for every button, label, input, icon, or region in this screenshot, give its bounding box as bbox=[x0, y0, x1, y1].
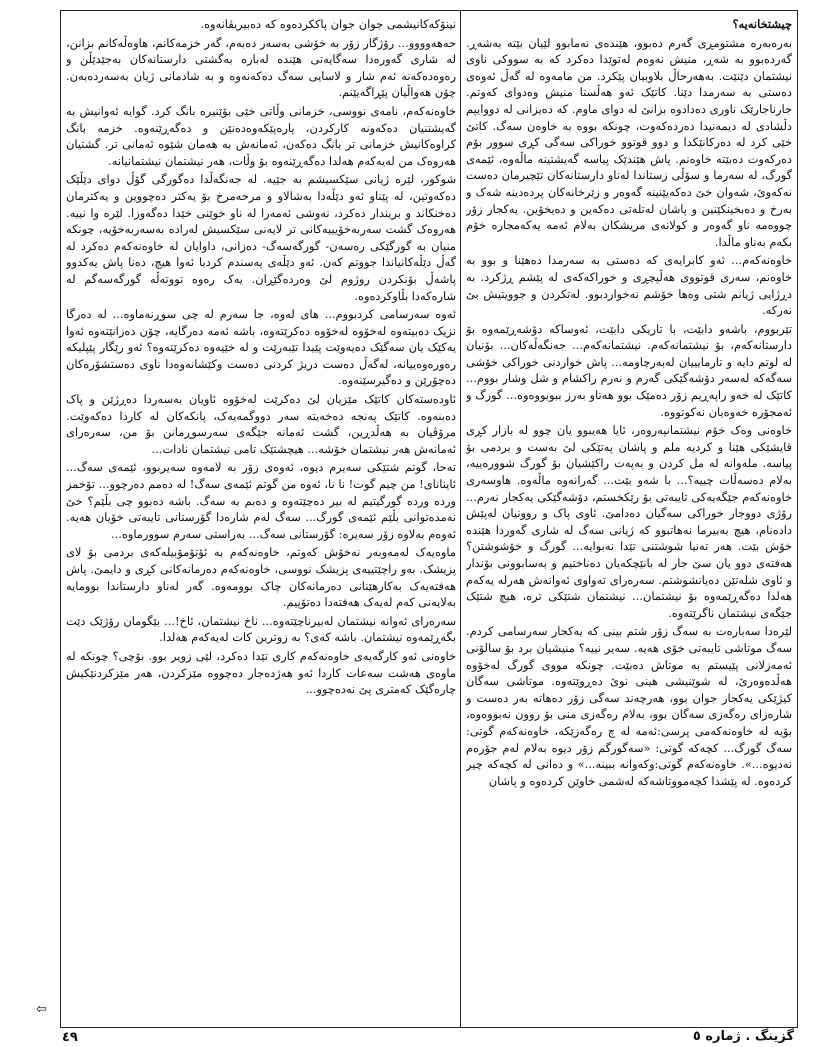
paragraph: لێرەدا سەبارەت بە سەگ زۆر شتم بینی کە یەکجار سەرسامی کردم. سەگ موتاشی تایبەتی خۆی هەیە. سەیر نییە؟ منیشیان برد بۆ سالۆنی ئەمەزلانی پێیستم بە موتاش دەبێت. چونکە مووی گورگ لەخۆوە هەڵدەوەرێ، لە شوێنیشی هینی نوێ دەڕوێتەوە. موتاشی سەگان کیژێکی یەکجار جوان بوو، هەرچەند سەگی زۆر دەهاتە بەر دەست و شارەزای رەگەزی سەگان بوو، بەلام رەگەزی منی بۆ روون نەبووەوە، بۆیە لە خاوەنەکەمی پرسی:ئەمە لە چ رەگەزێکە، خاوەنەکەم گوتی: سەگ گورگ... کچەکە گوتی: «سەگورگم زۆر دیوە بەلام لەم جۆرەم نەدیوە...». خاوەنەکەم گوتی:وکەوانە ببینە...» و دەانی لە کچەکە چیر کردەوە. لە پێشدا کچەمووتاشەکە لەشمی خاوێن کردەوە و پاشان bbox=[466, 624, 792, 788]
continue-arrow-icon: ⇦ bbox=[36, 1002, 47, 1017]
left-column bbox=[66, 16, 456, 1022]
paragraph: ئاودەستەکان کاتێک مێزیان لێ دەکرێت لەخۆوە ئاویان بەسەردا دەڕژێن و پاک دەبنەوە. کاتێک پەنجە دەخەیتە سەر دووگمەیەک، پانکەکان لە کاردا دەکەوێت. مرۆڤیان بە هەڵدڕین، گشت ئەمانە جێگەی سەرسوڕمانن بۆ من، سەرەرای ئەمانەش هەر نیشتمان خۆشە... هیچشتێک تامی نیشتمان نادات... bbox=[66, 392, 456, 456]
right-column bbox=[466, 16, 792, 1022]
paragraph: خاوەنی ئەو کارگەیەی خاوەنەکەم کاری تێدا دەکرد، لێی زویر بوو. بۆچی؟ چونکە لە ماوەی هەشت سەعات کاردا ئەو هەژدەجار دەچووە مێزکردن، هەر مێزکردنێکیش چارەگێک کەمتری پێ نەدەچوو... bbox=[66, 648, 456, 697]
paragraph: چیشتخانەیە؟ bbox=[732, 17, 792, 31]
paragraph: ئەوە سەرسامی کردبووم... های لەوە، جا سەرم لە چی سوڕنەماوە... لە دەرگا نزیک دەبیتەوە لەخۆوە لەخۆوە دەکرێتەوە، باشە ئەمە دەرگایە، چۆن دەزانێتەوە ئەوا یەکێک یان سەگێک دەیەوێت پێیدا تێبەرێت و لە خێیەوە دەکرێتەوە؟ ئەو رێگار پێپلیکە رەورەوەییانە، لەگەڵ دەست دریژ کردنی دەست وکێشانەوەدا ناوی دەستشۆرەکان دەچۆرێن و دەگیرسێنەوە. bbox=[66, 307, 456, 388]
paragraph: خاوەنەکەم، نامەی نووسی، خزمانی وڵاتی خێی بۆێنیرە بانگ کرد. گوایە ئەوانیش بە گەیشتنیان دەکەونە کارکردن، پارەپێکەوەدەنێن و دەگەڕێنەوە. خزمە بانگ کراوەکانیش خزمانی تر بانگ دەکەن، ئەمانەش بە هەمان شێوە ئەمانی تر. گشتیان هەروەک من لەیەکەم هەلدا دەگەڕێنەوە بۆ وڵات، هەر نیشتمان نیشتمانیانە. bbox=[66, 103, 456, 168]
paragraph: خاوەنی وەک خۆم نیشتمانپەروەر، ئایا هەیبوو یان چوو لە بازار کڕی قایشێکی هێنا و کردیە ملم و پاشان پەتێکی لێ بەست و بردمی بۆ پیاسە. ملەوانە لە مل کردن و بەپەت راکێشیان بۆ گورگ شوورەییە، بەلام دەسەڵات چییە؟... با شەو بێت... گەرانەوە ماڵەوە. هاوسەری خاوەنەکەم جێگەیەکی تایبەتی بۆ رێکخستم، دۆشەگێکی یەکجار نەرم... رۆژی دووجار خوراکی سەگیان دەدامێ. ئاوی پاک و روونیان لەپێش دادەنام، هیچ بەبیرما نەهاتبوو کە ژیانی سەگ لە شاری گەوردا هێندە خۆش بێت. هەر تەنیا شوشتنی تێدا نەبوایە... گورگ و خۆشوشتن؟ هەفتەی دوو یان سێ جار لە بانێچکەیان دەناختیم و بەسابوونی بۆندار و ئاوی شلەتێن دەیانشوشتم. سەرەرای تەواوی ئەوانەش هەرلە یەکەم هەلدا دەگەڕێمەوە بۆ نیشتمان... نیشتمان شتێکی ترە، هیچ شتێک جێگەی نیشتمان ناگرێتەوە. bbox=[466, 423, 792, 620]
paragraph: سەرەرای ئەوانە نیشتمان لەبیرناچێتەوە... ناخ نیشتمان، ئاخ!... بێگومان رۆژێک دێت بگەڕێمەوە نیشتمان. باشە کەی؟ بە زوترین کات لەیەکەم هەلدا. bbox=[66, 613, 456, 645]
page-footer bbox=[60, 1030, 798, 1046]
paragraph: تێربووم، باشەو دابێت، با تاریکی دابێت، ئەوساکە دۆشەڕێمەوە بۆ دارستانەکەم، بۆ نیشتمانەکەم. نیشتمانەکەم... جەنگەڵەکان... بۆنیان لە لوتم دایە و تارمایییان لەبەرچاومە... پاش خواردنی خوراکی خۆشی سەگەکە لەسەر دۆشەگێکی گەرم و نەرم راکشام و شل وشار بووم... کاتێک لە خەو راپەڕیم زۆر دەمێک بوو هەتاو بەرز ببوبووەوە... گورگ و ئەمجۆرە خەوەیان نەکوتووە. bbox=[466, 321, 792, 419]
paragraph: نینۆکەکانیشمی جوان جوان پاککردەوە کە دەبیریڤانەوە. bbox=[200, 17, 456, 31]
paragraph: بەرەبەرە مشتومڕی گەرم دەبوو، هێندەی نەمابوو لێیان بێتە بەشەڕ. گەردەبوو بە شەڕ، منیش نەوەم لەتوێدا دەکرد کە بە سووکی ناوی نیشتمان دێنێت. بەهەرحاڵ بلاوبیان پێکرد. من مامەوە لە گەڵ ئەوەی دەستی بە سەرمدا دێنا. کاتێک ئەو هەڵستا منیش وەدوای کەوتم. جارناجارێک ناوری دەدادوە بزانێ لە دوای ماوم. کە دەیزانی لە دووایپم دڵشادی لە دیمەنیدا دەردەکەوت، چونکە بووە بە خاوەن سەگ. کاتێ خێی کرد لە دەرکانێکدا و دوو قوتوو خوراکی سەگی کڕی سوور بۆم دەرکەوت دەبێتە خاوەنم. پاش هێندێک پیاسە گەیشتینە ماڵەوە، ئێمەی گورگ، لە سەرما و سۆڵی زستاندا لەناو دارستانەکان تێچیرمان دەست نەکەوێ، شەوان خێ دەکەیێنینە گەوەر و زێرخانەکان پردەدینە شەک و بەرخ و دەبخینکێنین و پاشان لەتلەتی دەکەین و دەیخۆین. یەکجار زۆر چووەمە ناو گەوەر و کولانەی مریشکان بەلام ئەمە یەکەمجارە خۆم بکەم بەناو ماڵدا. bbox=[466, 35, 792, 249]
paragraph: خاوەنەکەم... ئەو کابرایەی کە دەستی بە سەرمدا دەهێنا و بوو بە خاوەنم، سەری قوتووی هەڵپچڕی و خوراکەکەی لە پێشم ڕژکرد. بە دڕژایی ژیانم شتی وەها خۆشم نەخواردبوو. لەتکردن و جوویتیش بێ نەرکە. bbox=[466, 253, 792, 318]
paragraph: ماوەیەک لەمەوبەر نەخۆش کەوتم، خاوەنەکەم بە ئۆتۆمۆبیلەکەی بردمی بۆ لای پزیشک. بەو راچێتییەی پزیشک نووسی، خاوەنەکەم دەرمانەکانی کڕی و دایمێ. پاش هەفتەیەک بەکارهێنانی دەرمانەکان چاک بوومەوە. گەر لەناو دارستاندا بوومایە بەلایەنی کەم لەیەک هەفتەدا دەتۆپیم. bbox=[66, 545, 456, 610]
page-number: ٤٩ bbox=[62, 1030, 78, 1045]
column-divider bbox=[460, 10, 461, 1028]
paragraph: شوکور، لێرە ژیانی سێکسیشم بە جێیە. لە جەنگەڵدا دەگورگی گۆڵ دوای دێڵێک دەکەوتین، لە پێناو ئەو دێڵەدا بەشالاو و مرخەمرخ بۆ یەکتر دەچووین و یەکترمان دەخنکاند و بریندار دەکرد، نەوشی ئەمەرا لە ناو خوێنی خێدا دەگەوزا. لێرە وا نییە. هەروەک گشت سەربەخۆیییەکانی تر لایەنی سێکسیش لەرادە بەسەربەخۆیە، چونکە منیان بە گورگێکی رەسەن- گورگەسەگ- دەزانی، داوایان لە خاوەنەکەم دەکرد لە گەڵ دێڵەکانیاندا جووتم کەن. ئەو دێڵەی پەسندم کردبا ئەوا هیچ، دەنا پاش یەکدوو پاشەڵ بۆنکردن روژوم لێ وەردەگێڕان. یەک رەوە تووتەڵە گورگەسەگم لە شارەکەدا بڵاوکردەوە. bbox=[66, 172, 456, 303]
paragraph: حەهەوووو... رۆژگار زۆر بە خۆشی بەسەر دەبەم، گەر خزمەکانم، هاوەڵەکانم بزانن، لە شاری گەورەدا سەگایەتی هێندە لەبارە بەگشتی دارستانەکان بەجێدێڵن و رەوەدەکەنە ئەم شار و لاسایی سەگ دەکەنەوە و بە شادمانی ژیان بەسەردەبەن. چۆن هەواڵیان پێڕاگەیێنم. bbox=[66, 35, 456, 100]
magazine-title: گزینگ . ژمارە ٥ bbox=[692, 1029, 794, 1044]
paragraph: تەحا، گوتم شتێکی سەیرم دیوە، ئەوەی زۆر بە لامەوە سەیربوو، ئێمەی سەگ... ئاینانای! من چیم گوت! نا نا، ئەوە من گوتم ئێمەی سەگ! لە دەمم دەرچوو... تۆخمز ورده وردە گورگیتیم لە بیر دەچێتەوە و دەبم بە سەگ. باشە دەبوو چی بڵێم؟ خێ نەمدەتوانی بڵێم ئێمەی گورگ... سەگ لەم شارەدا گۆرستانی تایبەتی خۆیان هەیە. ئەوەم بەلاوە زۆر سەیرە: گۆرستانی سەگ... بەراستی سەرم سوورماوە... bbox=[66, 460, 456, 541]
